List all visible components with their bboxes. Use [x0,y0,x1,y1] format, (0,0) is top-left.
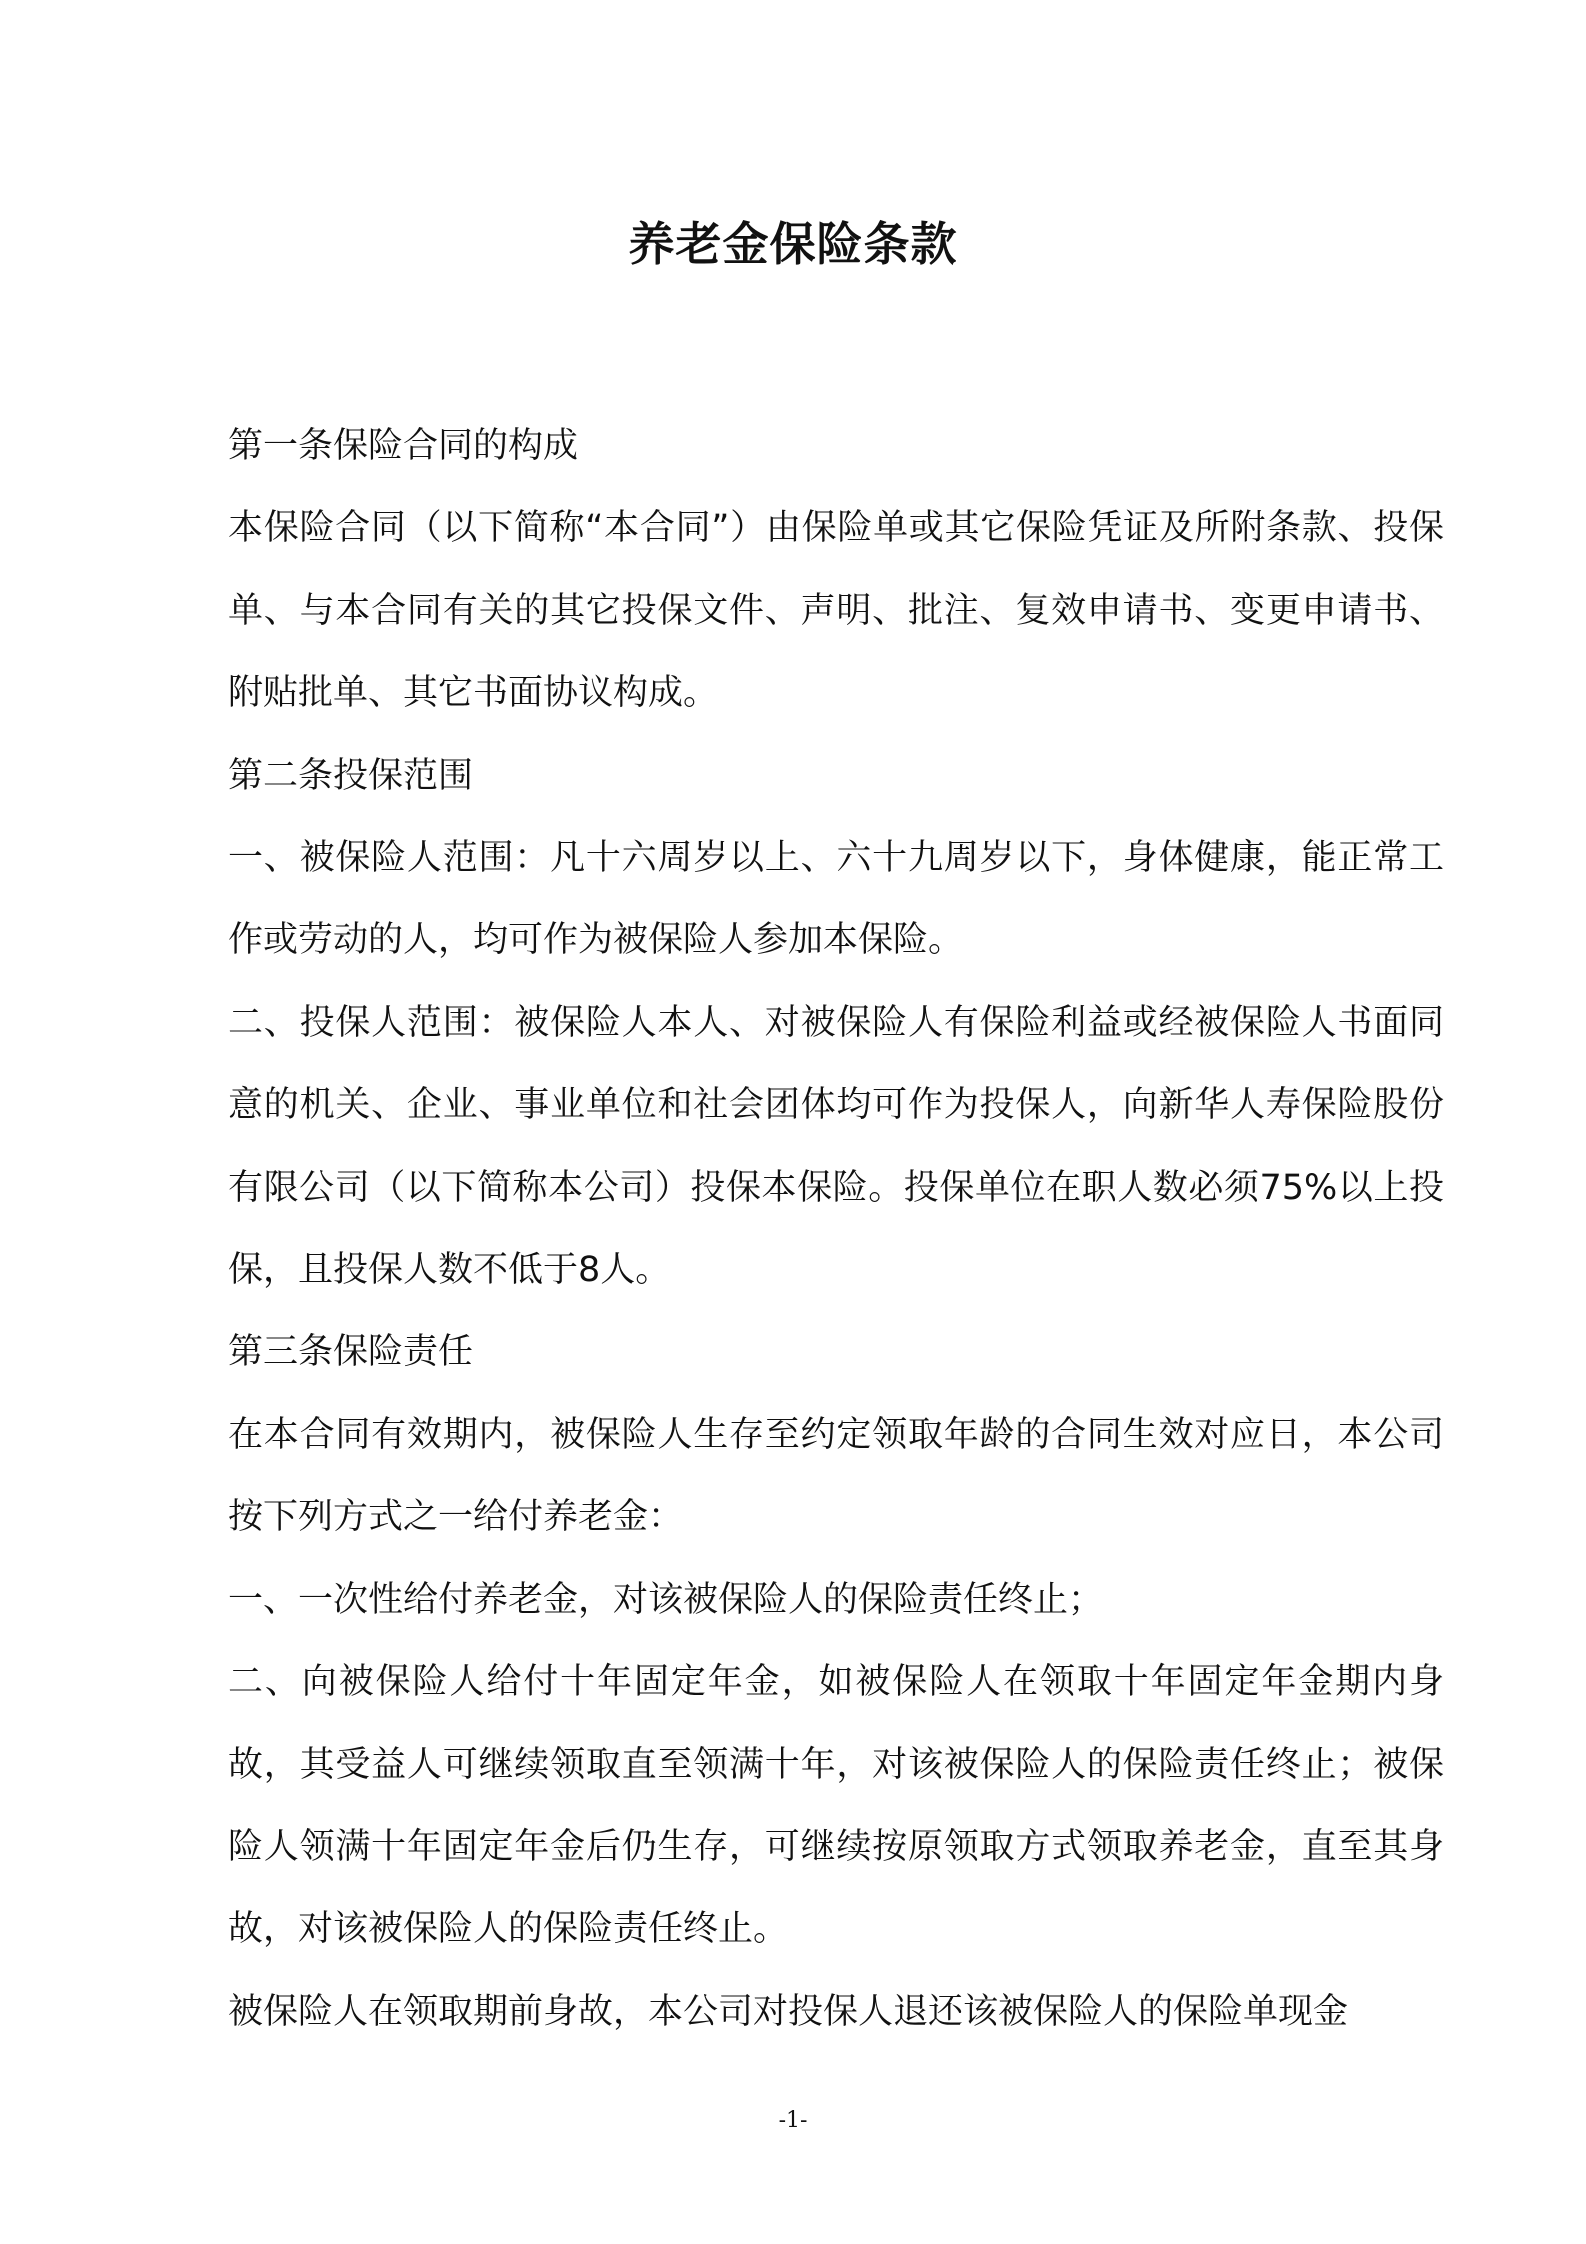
article-3-option-1: 一、一次性给付养老金，对该被保险人的保险责任终止； [228,1579,1104,1620]
article-3-intro: 在本合同有效期内，被保险人生存至约定领取年龄的合同生效对应日，本公司按下列方式之一给付养老金： [228,1414,1444,1538]
article-3-option-2: 二、向被保险人给付十年固定年金，如被保险人在领取十年固定年金期内身故，其受益人可继续领取直至领满十年，对该被保险人的保险责任终止；被保险人领满十年固定年金后仍生存，可继续按原领取方式领取养老金，直至其身故，对该被保险人的保险责任终止。 [228,1662,1444,1950]
article-2-clause-1: 一、被保险人范围：凡十六周岁以上、六十九周岁以下，身体健康，能正常工作或劳动的人，均可作为被保险人参加本保险。 [228,838,1444,961]
article-2-heading: 第二条投保范围 [228,755,474,796]
article-1-heading: 第一条保险合同的构成 [228,426,579,466]
article-3-heading: 第三条保险责任 [228,1332,474,1373]
document-body [228,405,1444,2053]
article-1-text: 本保险合同（以下简称“本合同”）由保险单或其它保险凭证及所附条款、投保单、与本合同有关的其它投保文件、声明、批注、复效申请书、变更申请书、附贴批单、其它书面协议构成。 [228,508,1444,714]
article-3-death-before-payout: 被保险人在领取期前身故，本公司对投保人退还该被保险人的保险单现金 [228,1991,1349,2032]
page-title: 养老金保险条款 [628,217,958,271]
page-number: -1- [778,2108,808,2133]
article-2-clause-2: 二、投保人范围：被保险人本人、对被保险人有保险利益或经被保险人书面同意的机关、企业、事业单位和社会团体均可作为投保人，向新华人寿保险股份有限公司（以下简称本公司）投保本保险。投保单位在职人数必须75%以上投保，且投保人数不低于8人。 [228,1002,1444,1291]
